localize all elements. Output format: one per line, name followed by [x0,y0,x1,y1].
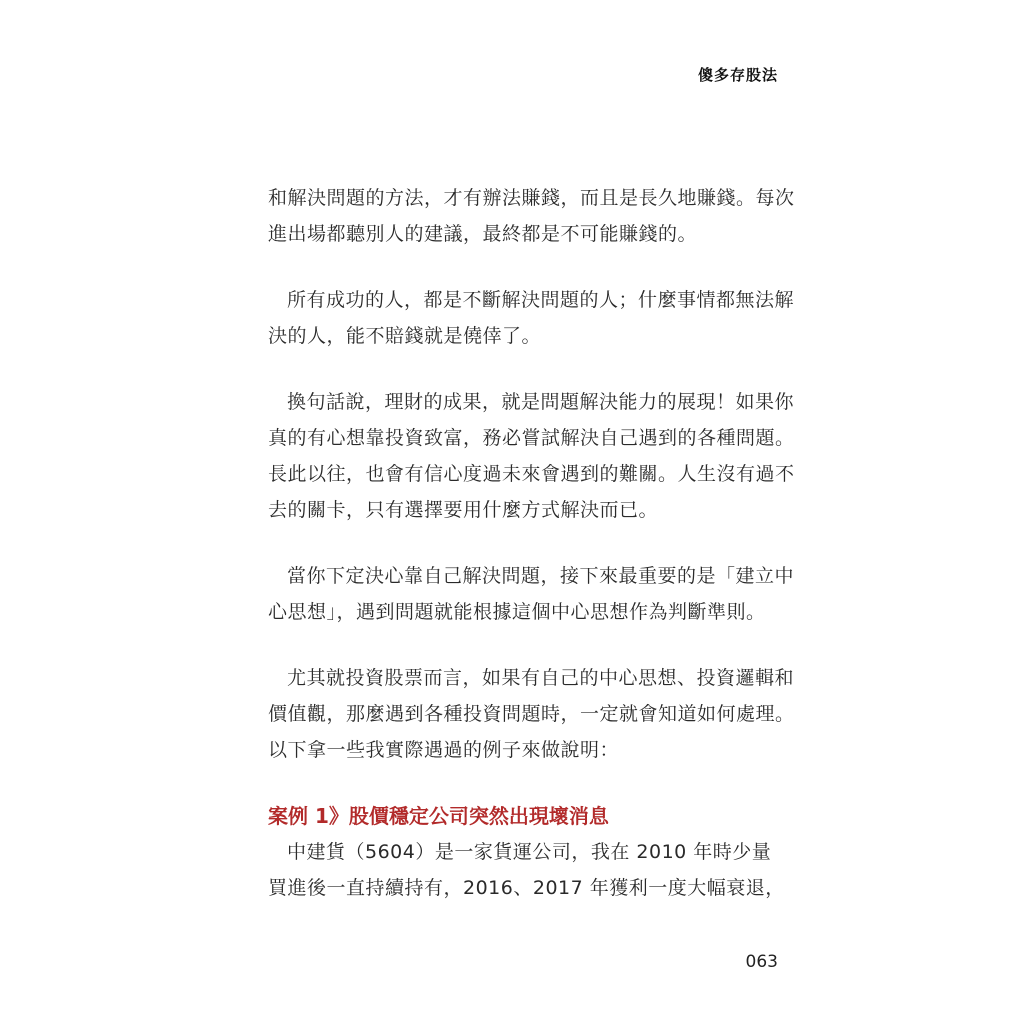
paragraph [268,660,795,768]
text-line: 價值觀，那麼遇到各種投資問題時，一定就會知道如何處理。 [268,703,795,725]
text-line: 當你下定決心靠自己解決問題，接下來最重要的是「建立中 [287,565,795,587]
text-line: 去的關卡，只有選擇要用什麼方式解決而已。 [268,499,659,521]
text-line: 進出場都聽別人的建議，最終都是不可能賺錢的。 [268,223,698,245]
body-text [268,180,795,906]
text-line: 決的人，能不賠錢就是僥倖了。 [268,325,542,347]
text-line: 尤其就投資股票而言，如果有自己的中心思想、投資邏輯和 [287,667,795,689]
text-line: 心思想」，遇到問題就能根據這個中心思想作為判斷準則。 [268,601,766,623]
text-line: 換句話說，理財的成果，就是問題解決能力的展現！如果你 [287,391,795,413]
text-line: 買進後一直持續持有，2016、2017 年獲利一度大幅衰退， [268,877,785,899]
page-number: 063 [745,952,778,972]
paragraph [268,558,795,630]
running-header-title: 傻多存股法 [697,66,778,84]
text-line: 真的有心想靠投資致富，務必嘗試解決自己遇到的各種問題。 [268,427,795,449]
paragraph [268,282,795,354]
paragraph [268,180,795,252]
section-heading: 案例 1》股價穩定公司突然出現壞消息 [268,804,609,828]
paragraph [268,384,795,528]
text-line: 所有成功的人，都是不斷解決問題的人；什麼事情都無法解 [287,289,795,311]
text-line: 和解決問題的方法，才有辦法賺錢，而且是長久地賺錢。每次 [268,187,795,209]
text-line: 以下拿一些我實際遇過的例子來做說明： [268,739,620,761]
text-line: 中建貨（5604）是一家貨運公司，我在 2010 年時少量 [287,841,772,863]
text-line: 長此以往，也會有信心度過未來會遇到的難關。人生沒有過不 [268,463,795,485]
